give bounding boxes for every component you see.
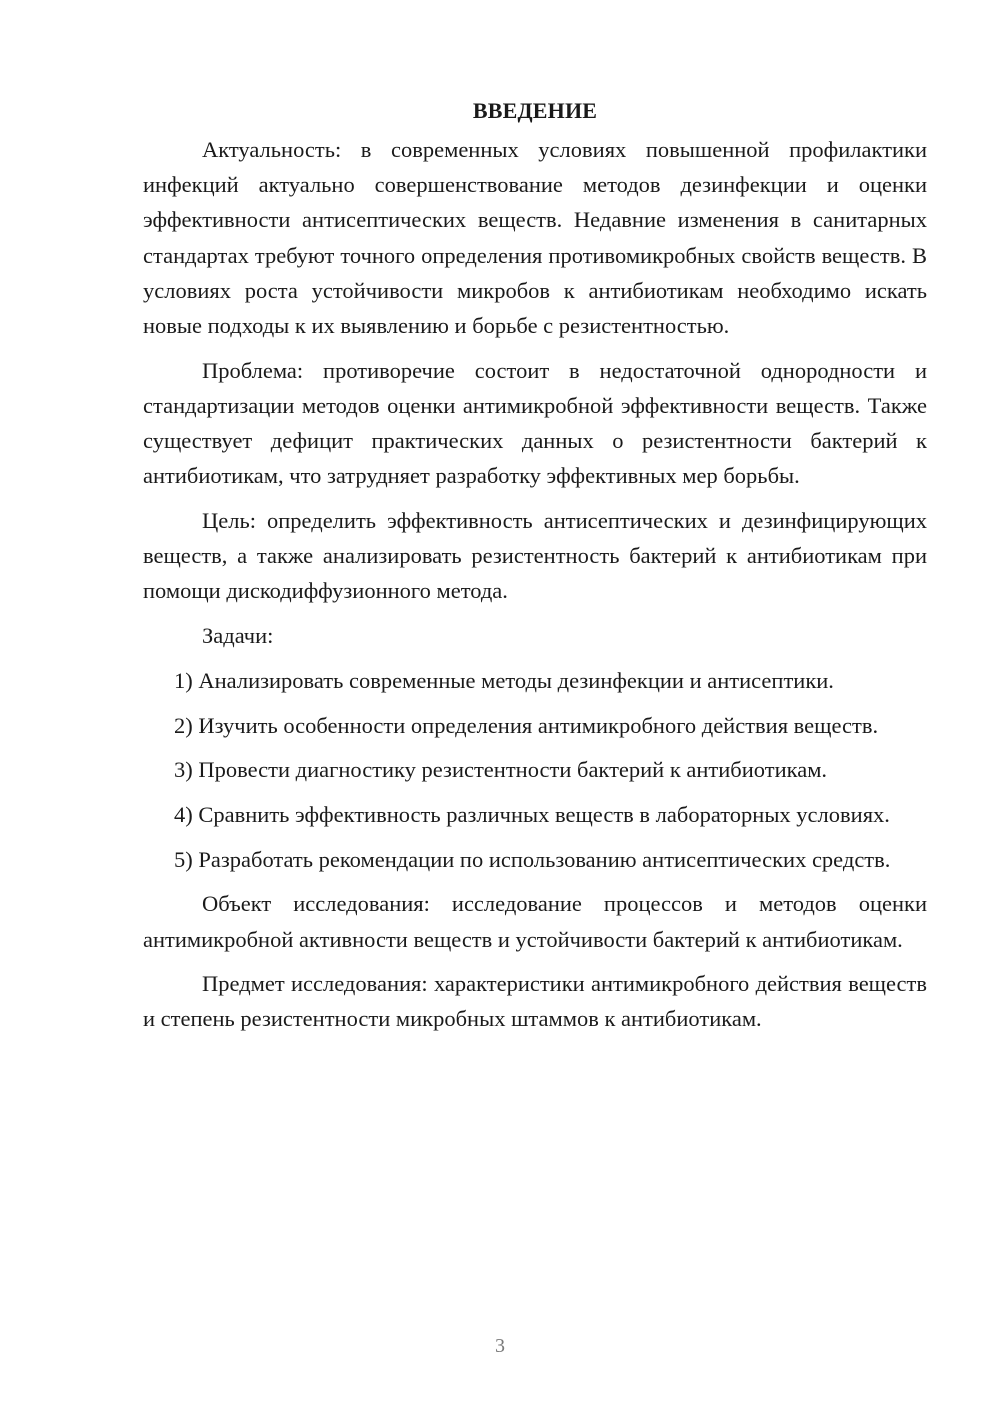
task-item: 1) Анализировать современные методы дезинфекции и антисептики.	[174, 667, 834, 693]
goal-paragraph: Цель: определить эффективность антисептических и дезинфицирующих веществ, а также анализировать резистентность бактерий к антибиотикам при помощи дискодиффузионного метода.	[143, 508, 927, 604]
tasks-heading: Задачи:	[202, 623, 274, 649]
section-title: ВВЕДЕНИЕ	[472, 98, 598, 123]
research-object-paragraph: Объект исследования: исследование процессов и методов оценки антимикробной активности веществ и устойчивости бактерий к антибиотикам.	[143, 891, 927, 952]
task-item: 5) Разработать рекомендации по использованию антисептических средств.	[174, 846, 891, 872]
task-item: 2) Изучить особенности определения антимикробного действия веществ.	[174, 712, 879, 738]
relevance-paragraph: Актуальность: в современных условиях повышенной профилактики инфекций актуально совершенствование методов дезинфекции и оценки эффективности антисептических веществ. Недавние изменения в санитарных стандартах требуют точного определения противомикробных свойств веществ. В условиях роста устойчивости микробов к антибиотикам необходимо искать новые подходы к их выявлению и борьбе с резистентностью.	[143, 137, 927, 339]
task-item: 3) Провести диагностику резистентности бактерий к антибиотикам.	[174, 757, 828, 783]
research-subject-paragraph: Предмет исследования: характеристики антимикробного действия веществ и степень резистентности микробных штаммов к антибиотикам.	[143, 971, 927, 1032]
page-number: 3	[495, 1335, 505, 1357]
task-item: 4) Сравнить эффективность различных веществ в лабораторных условиях.	[174, 801, 890, 827]
problem-paragraph: Проблема: противоречие состоит в недостаточной однородности и стандартизации методов оценки антимикробной эффективности веществ. Также существует дефицит практических данных о резистентности бактерий к антибиотикам, что затрудняет разработку эффективных мер борьбы.	[143, 357, 927, 489]
page-content	[143, 93, 927, 1046]
